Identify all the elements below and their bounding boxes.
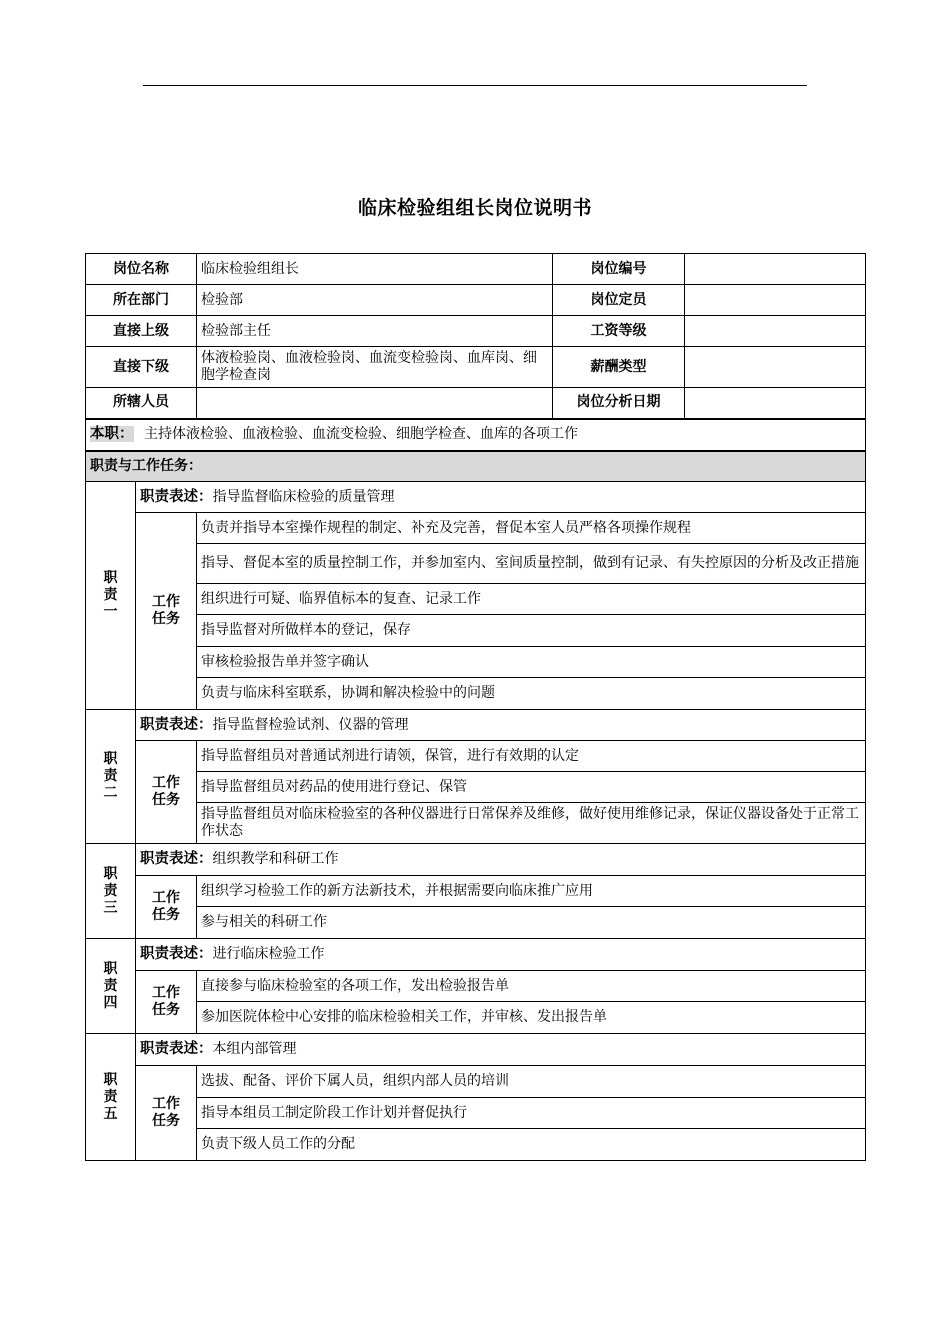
task-row — [86, 1066, 866, 1098]
duty-3-statement — [136, 844, 866, 876]
work-task-label-line: 工作 — [152, 775, 180, 791]
work-task-label-line: 任务 — [152, 1113, 180, 1129]
job-description-table — [85, 253, 866, 1161]
task-row — [86, 647, 866, 678]
duty-3-statement-row — [86, 844, 866, 876]
row-superior — [86, 316, 866, 347]
duty-4-name-char: 责 — [103, 977, 118, 994]
superior-value: 检验部主任 — [197, 316, 553, 347]
task-row — [86, 971, 866, 1002]
work-task-label-line: 任务 — [152, 792, 180, 808]
task-row — [86, 544, 866, 584]
duty-2-name — [86, 710, 136, 844]
task-row — [86, 907, 866, 939]
duty-2-statement-row — [86, 710, 866, 741]
work-task-label — [136, 513, 197, 710]
duty-2-name-char: 二 — [103, 785, 118, 801]
task-item: 指导本组员工制定阶段工作计划并督促执行 — [197, 1098, 866, 1129]
work-task-label — [136, 971, 197, 1034]
duty-4-name-char: 职 — [103, 960, 118, 977]
duty-statement-label: 职责表述： — [140, 1041, 213, 1057]
main-duty-label: 本职： — [90, 426, 134, 442]
duty-4-name-char: 四 — [103, 994, 118, 1011]
task-item: 指导监督对所做样本的登记，保存 — [197, 615, 866, 647]
duty-2-statement — [136, 710, 866, 741]
duty-1-name-char: 一 — [103, 604, 118, 620]
work-task-label-line: 工作 — [152, 594, 180, 610]
task-item: 指导、督促本室的质量控制工作，并参加室内、室间质量控制，做到有记录、有失控原因的分析及改正措施 — [197, 544, 866, 584]
duty-4-statement-row — [86, 939, 866, 971]
staff-label: 所辖人员 — [86, 388, 197, 419]
salary-grade-value — [685, 316, 866, 347]
task-item: 组织学习检验工作的新方法新技术，并根据需要向临床推广应用 — [197, 876, 866, 907]
task-item: 指导监督组员对药品的使用进行登记、保管 — [197, 772, 866, 803]
duty-5-name-char: 责 — [103, 1088, 118, 1105]
work-task-label-line: 任务 — [152, 1002, 180, 1018]
duty-1-statement-text: 指导监督临床检验的质量管理 — [212, 488, 395, 505]
task-row — [86, 803, 866, 844]
task-item: 选拔、配备、评价下属人员，组织内部人员的培训 — [197, 1066, 866, 1098]
duty-3-name-char: 三 — [103, 899, 118, 916]
salary-type-label: 薪酬类型 — [553, 347, 685, 388]
row-duties-header — [86, 451, 866, 482]
department-value: 检验部 — [197, 285, 553, 316]
task-item: 负责与临床科室联系，协调和解决检验中的问题 — [197, 678, 866, 710]
position-no-label: 岗位编号 — [553, 254, 685, 285]
work-task-label — [136, 1066, 197, 1161]
row-position-name — [86, 254, 866, 285]
work-task-label-line: 任务 — [152, 611, 180, 627]
row-staff — [86, 388, 866, 419]
position-name-value: 临床检验组组长 — [197, 254, 553, 285]
duty-2-name-char: 职 — [103, 751, 118, 767]
work-task-label-line: 工作 — [152, 985, 180, 1001]
duty-5-name-char: 五 — [103, 1105, 118, 1122]
subordinates-value: 体液检验岗、血液检验岗、血流变检验岗、血库岗、细胞学检查岗 — [197, 347, 553, 388]
duty-3-name-char: 职 — [103, 865, 118, 882]
task-item: 组织进行可疑、临界值标本的复查、记录工作 — [197, 584, 866, 615]
main-duty-cell — [86, 419, 866, 451]
work-task-label-line: 任务 — [152, 907, 180, 923]
duty-5-name — [86, 1034, 136, 1161]
row-main-duty — [86, 419, 866, 451]
salary-type-value — [685, 347, 866, 388]
task-row — [86, 1002, 866, 1034]
duty-3-statement-text: 组织教学和科研工作 — [212, 851, 339, 867]
main-duty-text: 主持体液检验、血液检验、血流变检验、细胞学检查、血库的各项工作 — [143, 426, 578, 442]
task-row — [86, 1129, 866, 1161]
duty-statement-label: 职责表述： — [140, 946, 213, 962]
task-row — [86, 678, 866, 710]
position-name-label: 岗位名称 — [86, 254, 197, 285]
task-row — [86, 1098, 866, 1129]
salary-grade-label: 工资等级 — [553, 316, 685, 347]
duties-header: 职责与工作任务： — [86, 451, 866, 482]
duty-3-name — [86, 844, 136, 939]
task-item: 参加医院体检中心安排的临床检验相关工作，并审核、发出报告单 — [197, 1002, 866, 1034]
duty-2-name-char: 责 — [103, 768, 118, 784]
duty-1-name-char: 责 — [103, 587, 118, 603]
task-row — [86, 741, 866, 772]
duty-4-statement-text: 进行临床检验工作 — [212, 946, 325, 962]
duty-statement-label: 职责表述： — [140, 488, 213, 505]
task-row — [86, 615, 866, 647]
subordinates-label: 直接下级 — [86, 347, 197, 388]
duty-4-statement — [136, 939, 866, 971]
analysis-date-value — [685, 388, 866, 419]
task-item: 参与相关的科研工作 — [197, 907, 866, 939]
duty-statement-label: 职责表述： — [140, 716, 213, 733]
task-row — [86, 513, 866, 544]
staff-value — [197, 388, 553, 419]
superior-label: 直接上级 — [86, 316, 197, 347]
duty-1-statement-row — [86, 482, 866, 513]
duty-1-name-char: 职 — [103, 570, 118, 586]
duty-2-statement-text: 指导监督检验试剂、仪器的管理 — [212, 716, 409, 733]
duty-1-statement — [136, 482, 866, 513]
header-rule — [143, 85, 807, 86]
headcount-value — [685, 285, 866, 316]
task-row — [86, 584, 866, 615]
row-department — [86, 285, 866, 316]
duty-5-statement-text: 本组内部管理 — [212, 1041, 297, 1057]
duty-5-statement-row — [86, 1034, 866, 1066]
department-label: 所在部门 — [86, 285, 197, 316]
work-task-label — [136, 876, 197, 939]
document-title: 临床检验组组长岗位说明书 — [357, 197, 592, 219]
work-task-label-line: 工作 — [152, 1096, 180, 1112]
duty-4-name — [86, 939, 136, 1034]
task-item: 负责并指导本室操作规程的制定、补充及完善，督促本室人员严格各项操作规程 — [197, 513, 866, 544]
task-item: 指导监督组员对普通试剂进行请领，保管，进行有效期的认定 — [197, 741, 866, 772]
work-task-label-line: 工作 — [152, 890, 180, 906]
task-item: 指导监督组员对临床检验室的各种仪器进行日常保养及维修，做好使用维修记录，保证仪器设备处于正常工作状态 — [197, 803, 866, 844]
task-item: 审核检验报告单并签字确认 — [197, 647, 866, 678]
task-item: 负责下级人员工作的分配 — [197, 1129, 866, 1161]
task-row — [86, 876, 866, 907]
headcount-label: 岗位定员 — [553, 285, 685, 316]
duty-5-name-char: 职 — [103, 1071, 118, 1088]
position-no-value — [685, 254, 866, 285]
task-row — [86, 772, 866, 803]
duty-1-name — [86, 482, 136, 710]
task-item: 直接参与临床检验室的各项工作，发出检验报告单 — [197, 971, 866, 1002]
row-subordinates — [86, 347, 866, 388]
analysis-date-label: 岗位分析日期 — [553, 388, 685, 419]
duty-3-name-char: 责 — [103, 882, 118, 899]
duty-5-statement — [136, 1034, 866, 1066]
work-task-label — [136, 741, 197, 844]
duty-statement-label: 职责表述： — [140, 851, 213, 867]
